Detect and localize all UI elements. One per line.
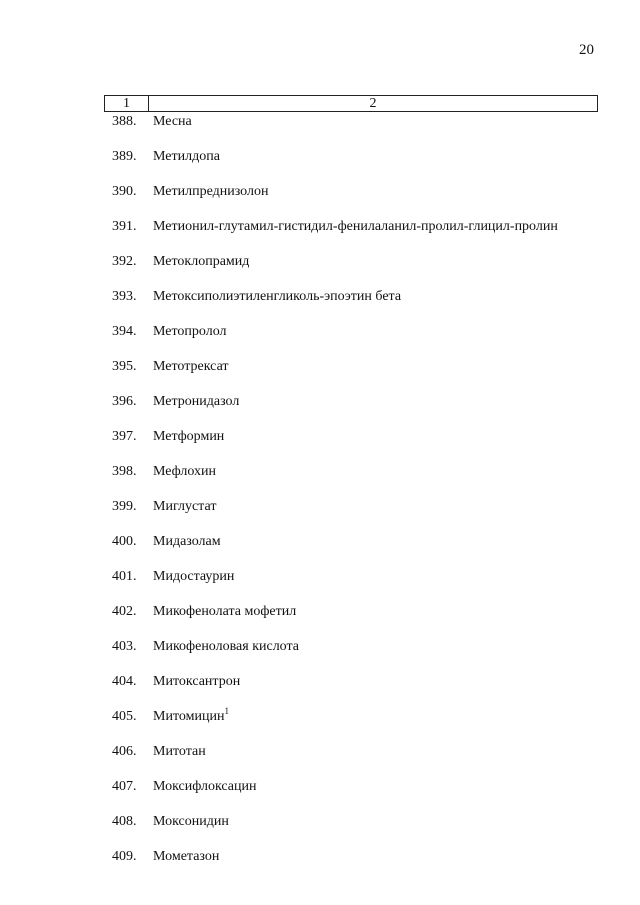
item-number: 390. [112,184,137,199]
drug-name-text: Микофенолата мофетил [153,604,297,619]
drug-name-text: Метоклопрамид [153,254,250,269]
item-number: 388. [112,114,137,129]
list-item [0,253,640,288]
column-header-2: 2 [369,96,377,111]
footnote-marker: 1 [224,706,229,716]
list-item [0,533,640,568]
drug-list [0,113,640,883]
drug-name [153,253,249,271]
drug-name [153,183,268,201]
drug-name-text: Метилдопа [153,149,220,164]
list-item [0,323,640,358]
list-item [0,428,640,463]
item-number: 409. [112,849,137,864]
drug-name-text: Метформин [153,429,225,444]
drug-name-text: Метоксиполиэтиленгликоль-эпоэтин бета [153,289,402,304]
drug-name-text: Мефлохин [153,464,216,479]
drug-name [153,568,234,586]
list-item [0,848,640,883]
drug-name-text: Метопролол [153,324,227,339]
drug-name [153,498,216,516]
drug-name [153,113,192,131]
list-item [0,183,640,218]
drug-name [153,288,401,306]
item-number: 396. [112,394,137,409]
drug-name-text: Мометазон [153,849,220,864]
item-number: 408. [112,814,137,829]
list-item [0,498,640,533]
drug-name-text: Метотрексат [153,359,229,374]
drug-name [153,603,296,621]
drug-name [153,708,229,726]
drug-name-text: Метионил-глутамил-гистидил-фенилаланил-пролил-глицил-пролин [153,219,558,234]
drug-name [153,533,221,551]
item-number: 400. [112,534,137,549]
drug-name-text: Мидостаурин [153,569,235,584]
drug-name-text: Митоксантрон [153,674,241,689]
drug-name [153,638,299,656]
item-number: 407. [112,779,137,794]
table-header [104,95,598,112]
drug-name-text: Моксонидин [153,814,229,829]
page-number: 20 [579,42,594,58]
drug-name-text: Микофеноловая кислота [153,639,300,654]
item-number: 406. [112,744,137,759]
item-number: 404. [112,674,137,689]
list-item [0,463,640,498]
drug-name-text: Метилпреднизолон [153,184,269,199]
list-item [0,288,640,323]
list-item [0,813,640,848]
drug-name [153,778,257,796]
drug-name-text: Моксифлоксацин [153,779,257,794]
list-item [0,358,640,393]
item-number: 405. [112,709,137,724]
item-number: 398. [112,464,137,479]
item-number: 403. [112,639,137,654]
drug-name-text: Миглустат [153,499,217,514]
drug-name [153,393,239,411]
drug-name [153,463,216,481]
list-item [0,638,640,673]
list-item [0,673,640,708]
list-item [0,568,640,603]
item-number: 391. [112,219,137,234]
drug-name [153,148,220,166]
list-item [0,708,640,743]
item-number: 401. [112,569,137,584]
column-header-1: 1 [105,96,149,111]
drug-name [153,813,229,831]
drug-name [153,323,227,341]
item-number: 395. [112,359,137,374]
item-number: 389. [112,149,137,164]
list-item [0,778,640,813]
drug-name-text: Метронидазол [153,394,240,409]
item-number: 402. [112,604,137,619]
drug-name [153,743,206,761]
drug-name [153,848,219,866]
item-number: 399. [112,499,137,514]
item-number: 397. [112,429,137,444]
drug-name-text: Мидазолам [153,534,221,549]
list-item [0,218,640,253]
drug-name [153,673,240,691]
list-item [0,393,640,428]
drug-name-text: Митотан [153,744,206,759]
list-item [0,743,640,778]
list-item [0,148,640,183]
item-number: 394. [112,324,137,339]
list-item [0,603,640,638]
item-number: 393. [112,289,137,304]
drug-name [153,428,224,446]
drug-name-text: Митомицин [153,709,225,724]
drug-name-text: Месна [153,114,192,129]
drug-name [153,218,558,236]
drug-name [153,358,229,376]
item-number: 392. [112,254,137,269]
list-item [0,113,640,148]
